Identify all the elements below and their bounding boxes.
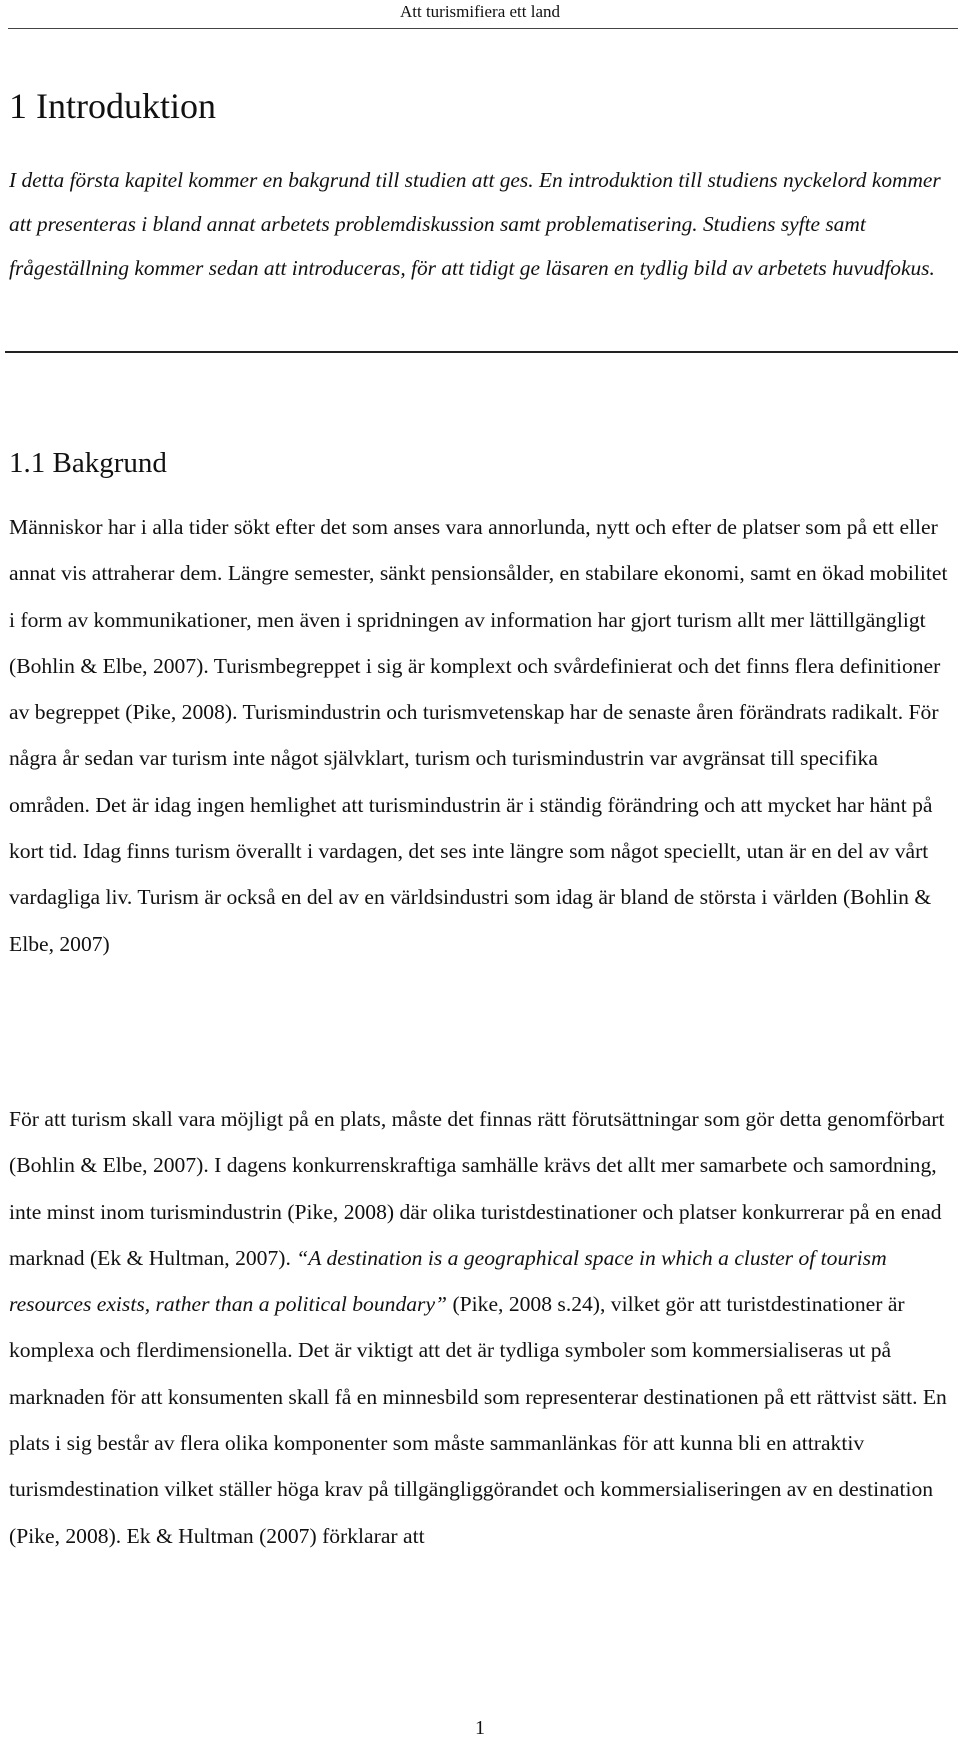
body-paragraph: Människor har i alla tider sökt efter det som anses vara annorlunda, nytt och efter de platser som på ett eller annat vis attraherar dem. Längre semester, sänkt pensionsålder, en stabilare ekonomi, samt en ökad mobilitet i form av kommunikationer, men även i spridningen av information har gjort turism allt mer lättillgängligt (Bohlin & Elbe, 2007). Turismbegreppet i sig är komplext och svårdefinierat och det finns flera definitioner av begreppet (Pike, 2008). Turismindustrin och turismvetenskap har de senaste åren förändrats radikalt. För några år sedan var turism inte något självklart, turism och turismindustrin var avgränsat till specifika områden. Det är idag ingen hemlighet att turismindustrin är i ständig förändring och att mycket har hänt på kort tid. Idag finns turism överallt i vardagen, det ses inte längre som något speciellt, utan är en del av vårt vardagliga liv. Turism är också en del av en världsindustri som idag är bland de största i världen (Bohlin & Elbe, 2007)	[9, 515, 948, 956]
italic-quote: “A destination is a geographical space in which a cluster of tourism resources exists, rather than a political boundary”	[9, 1245, 887, 1317]
section-title: 1.1 Bakgrund	[9, 447, 167, 479]
chapter-intro: I detta första kapitel kommer en bakgrund till studien att ges. En introduktion till studiens nyckelord kommer att presenteras i bland annat arbetets problemdiskussion samt problematisering. Studiens syfte samt frågeställning kommer sedan att introduceras, för att tidigt ge läsaren en tydlig bild av arbetets huvudfokus.	[9, 168, 941, 281]
paragraph-text: För att turism skall vara möjligt på en plats, måste det finnas rätt förutsättningar som gör detta genomförbart (Bohlin & Elbe, 2007). I dagens konkurrenskraftiga samhälle krävs det allt mer samarbete och samordning, inte minst inom turismindustrin (Pike, 2008) där olika turistdestinationer och platser konkurrerar på en enad marknad (Ek & Hultman, 2007).	[9, 1107, 945, 1270]
chapter-title: 1 Introduktion	[9, 86, 216, 126]
page-number: 1	[475, 1717, 485, 1739]
intro-divider	[5, 351, 958, 353]
running-header: Att turismifiera ett land	[399, 2, 561, 21]
body-paragraph	[9, 1096, 955, 1559]
header-divider	[8, 28, 958, 29]
paragraph-text: (Pike, 2008 s.24), vilket gör att turistdestinationer är komplexa och flerdimensionella. Det är viktigt att det är tydliga symboler som kommersialiseras ut på marknaden för att konsumenten skall få en minnesbild som representerar destinationen på ett rättvist sätt. En plats i sig består av flera olika komponenter som måste sammanlänkas för att kunna bli en attraktiv turismdestination vilket ställer höga krav på tillgängliggörandet och kommersialiseringen av en destination (Pike, 2008). Ek & Hultman (2007) förklarar att	[9, 1292, 947, 1548]
